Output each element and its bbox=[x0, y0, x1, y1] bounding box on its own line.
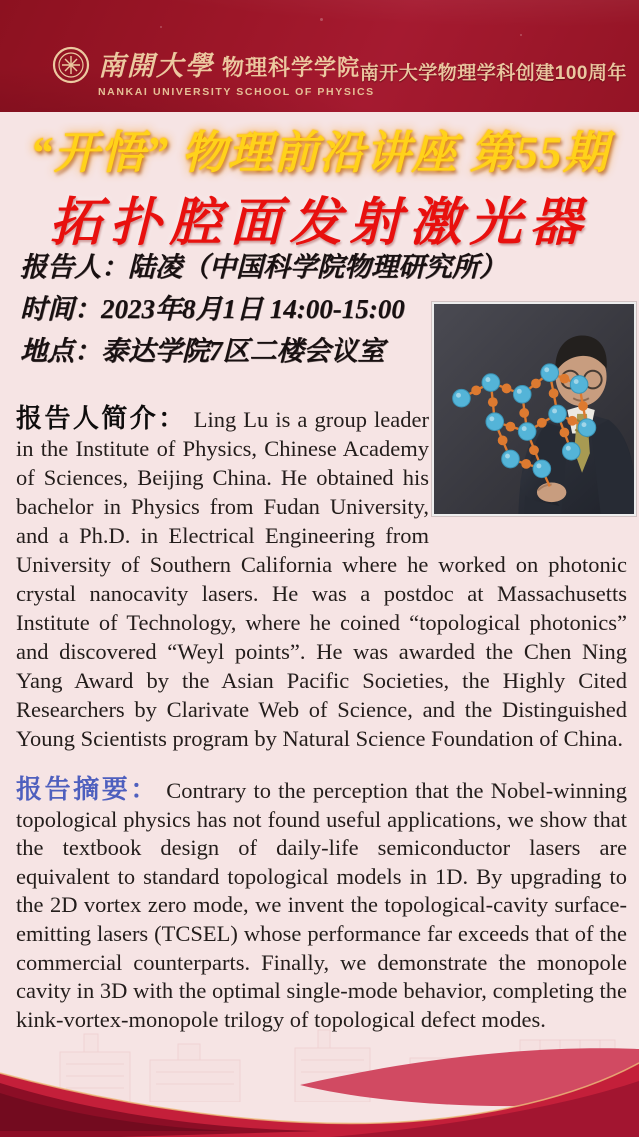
nankai-seal-icon bbox=[52, 46, 90, 84]
bio-label: 报告人简介： bbox=[16, 404, 187, 433]
abstract-label: 报告摘要： bbox=[16, 775, 160, 804]
brand-text bbox=[98, 44, 375, 98]
department-name: 物理科学学院 bbox=[222, 55, 361, 80]
sparkle-dot bbox=[520, 34, 522, 36]
speaker-bio bbox=[16, 404, 627, 753]
footer-ribbon-waves bbox=[0, 1037, 639, 1137]
speaker-line: 报告人：陆凌（中国科学院物理研究所） bbox=[20, 252, 506, 282]
abstract-text: Contrary to the perception that the Nobel-winning topological physics has not found useful applications, we show that the textbook design of daily-life semiconductor lasers are equivalent to standard topological models in 1D. By upgrading to the 2D vortex zero mode, we invent the topological-cavity surface-emitting lasers (TCSEL) whose performance far exceeds that of the commercial counterparts. Finally, we demonstrate the monopole cavity in 3D with the optimal single-mode behavior, completing the kink-vortex-monopole trilogy of topological defect modes. bbox=[16, 778, 627, 1032]
photo-wrap-spacer bbox=[429, 404, 627, 522]
time-line: 时间：2023年8月1日 14:00-15:00 bbox=[20, 294, 405, 324]
university-name: 南開大學 bbox=[98, 51, 214, 81]
brand bbox=[52, 44, 375, 98]
venue-line: 地点：泰达学院7区二楼会议室 bbox=[20, 336, 385, 366]
sparkle-dot bbox=[160, 26, 162, 28]
bio-text: Ling Lu is a group leader in the Institute of Physics, Chinese Academy of Sciences, Beijing China. He obtained his bachelor in Physics from Fudan University, and a Ph.D. in Electrical Engineering from University of Southern California where he worked on photonic crystal nanocavity lasers. He was a postdoc at Massachusetts Institute of Technology, where he coined “topological photonics” and discovered “Weyl points”. He was awarded the Chen Ning Yang Award by the Asian Pacific Societies, the Highly Cited Researchers by Clarivate Web of Science, and the Distinguished Young Scientists program by Natural Science Foundation of China. bbox=[16, 407, 627, 751]
header bbox=[0, 0, 639, 112]
lecture-abstract bbox=[16, 776, 627, 1034]
university-subtitle: NANKAI UNIVERSITY SCHOOL OF PHYSICS bbox=[98, 86, 375, 98]
sparkle-dot bbox=[320, 18, 323, 21]
lecture-title: 拓扑腔面发射激光器 bbox=[49, 195, 590, 252]
series-title: “开悟” 物理前沿讲座 第55期 bbox=[30, 128, 609, 178]
anniversary-text: 南开大学物理学科创建100周年 bbox=[359, 63, 627, 84]
